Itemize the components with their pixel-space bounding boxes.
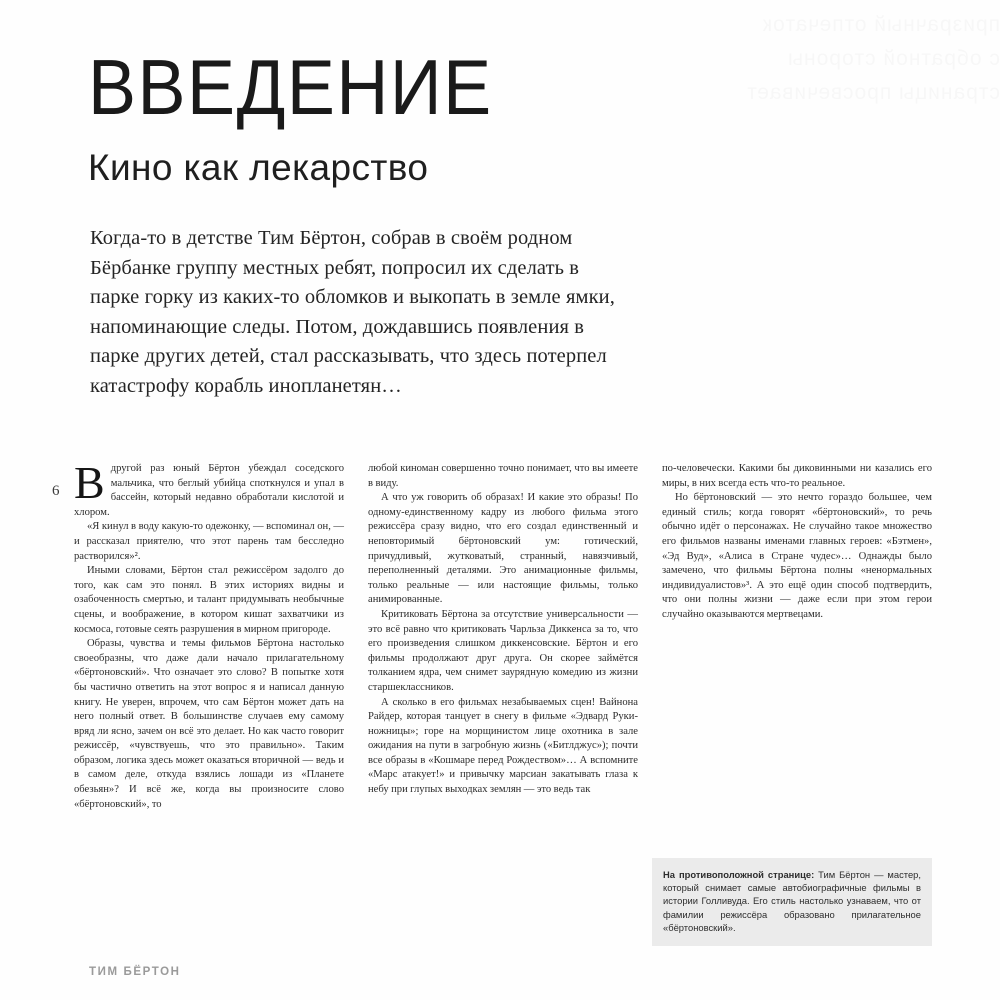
paragraph-text: другой раз юный Бёртон убеждал соседского мальчика, что беглый убийца споткнулся и упал в бассейн, который недавно обработали кислотой и хлором.	[74, 463, 344, 518]
chapter-subtitle: Кино как лекарство	[88, 147, 429, 188]
drop-cap: В	[74, 457, 105, 508]
paragraph: по-человечески. Какими бы диковинными ни казались его миры, в них всегда есть что-то реальное.	[662, 463, 932, 489]
paragraph: Образы, чувства и темы фильмов Бёртона настолько своеобразны, что даже дали начало прилагательному «бёртоновский». Что означает это слово? В попытке хотя бы частично ответить на этот вопрос я и написал данную книгу. Не уверен, впрочем, что сам Бёртон может дать на него полный ответ. В большинстве случаев ему самому вряд ли ясно, зачем он всё это делает. Но как часто говорит режиссёр, «чувствуешь, что это правильно». Таким образом, логика здесь может оказаться вторичной — ведь и в самом деле, откуда взялись лошади из «Планете обезьян»? И всё же, когда вы произносите слово «бёртоновский», то	[74, 638, 344, 810]
column-1	[74, 457, 344, 947]
paragraph: А что уж говорить об образах! И какие это образы! По одному-единственному кадру из любого фильма этого режиссёра сразу видно, что его создал единственный и неповторимый бёртоновский ум: готический, причудливый, жутковатый, странный, навязчивый, переполненный деталями. Это анимационные фильмы, только реальные — или настоящие фильмы, только анимированные.	[368, 492, 638, 606]
column-2	[368, 462, 638, 947]
paragraph: А сколько в его фильмах незабываемых сцен! Вайнона Райдер, которая танцует в снегу в фильме «Эдвард Руки-ножницы»; горе на морщинистом лице охотника в зале ожидания на пути в загробную жизнь («Битлджус»); почти все образы в «Кошмаре перед Рождеством»… А вспомните «Марс атакует!» и привычку марсиан закатывать глаза к небу при глупых выходках землян — это ведь так	[368, 696, 638, 796]
page-number: 6	[52, 483, 60, 499]
page-title: ВВЕДЕНИЕ	[88, 44, 493, 132]
figure-caption-box	[652, 858, 932, 946]
paragraph: Но бёртоновский — это нечто гораздо большее, чем единый стиль; когда говорят «бёртоновский», то речь обычно идёт о персонажах. Не случайно такое множество его фильмов названы именами главных героев: «Бэтмен», «Эд Вуд», «Алиса в Стране чудес»… Однажды было замечено, что фильмы Бёртона полны «ненормальных индивидуалистов»³. А это ещё один способ подтвердить, что они полны жизни — даже если при этом герои случайно оказываются мертвецами.	[662, 492, 932, 620]
paragraph	[74, 457, 344, 520]
running-head-footer: ТИМ БЁРТОН	[89, 966, 181, 978]
paragraph: любой киноман совершенно точно понимает, что вы имеете в виду.	[368, 463, 638, 489]
caption-lead-label: На противоположной странице:	[663, 869, 815, 880]
chapter-masthead	[88, 46, 708, 190]
lead-paragraph: Когда-то в детстве Тим Бёртон, собрав в своём родном Бёрбанке группу местных ребят, попросил их сделать в парке горку из каких-то обломков и выкопать в земле ямки, напоминающие следы. Потом, дождавшись появления в парке других детей, стал рассказывать, что здесь потерпел катастрофу корабль инопланетян…	[90, 227, 615, 397]
caption-body: Тим Бёртон — мастер, который снимает самые автобиографичные фильмы в истории Голливуда. Его стиль настолько узнаваем, что от фамилии режиссёра образовано прилагательное «бёртоновский».	[663, 869, 921, 933]
paragraph: Иными словами, Бёртон стал режиссёром задолго до того, как сам это понял. В этих историях видны и озабоченность смертью, и талант придумывать необычные сцены, и воображение, в котором кишат захватчики из космоса, готовые сеять разрушения в мирном пригороде.	[74, 565, 344, 635]
figure-caption	[663, 868, 921, 934]
paragraph: Критиковать Бёртона за отсутствие универсальности — это всё равно что критиковать Чарльза Диккенса за то, что его произведения слишком диккенсовские. Бёртон и его фильмы продолжают друг друга. Он скорее займётся толканием ядра, чем снимет заурядную комедию из жизни старшеклассников.	[368, 608, 638, 693]
paragraph: «Я кинул в воду какую-то одежонку, — вспоминал он, — и рассказал приятелю, что этот парень там бесследно растворился»².	[74, 521, 344, 562]
